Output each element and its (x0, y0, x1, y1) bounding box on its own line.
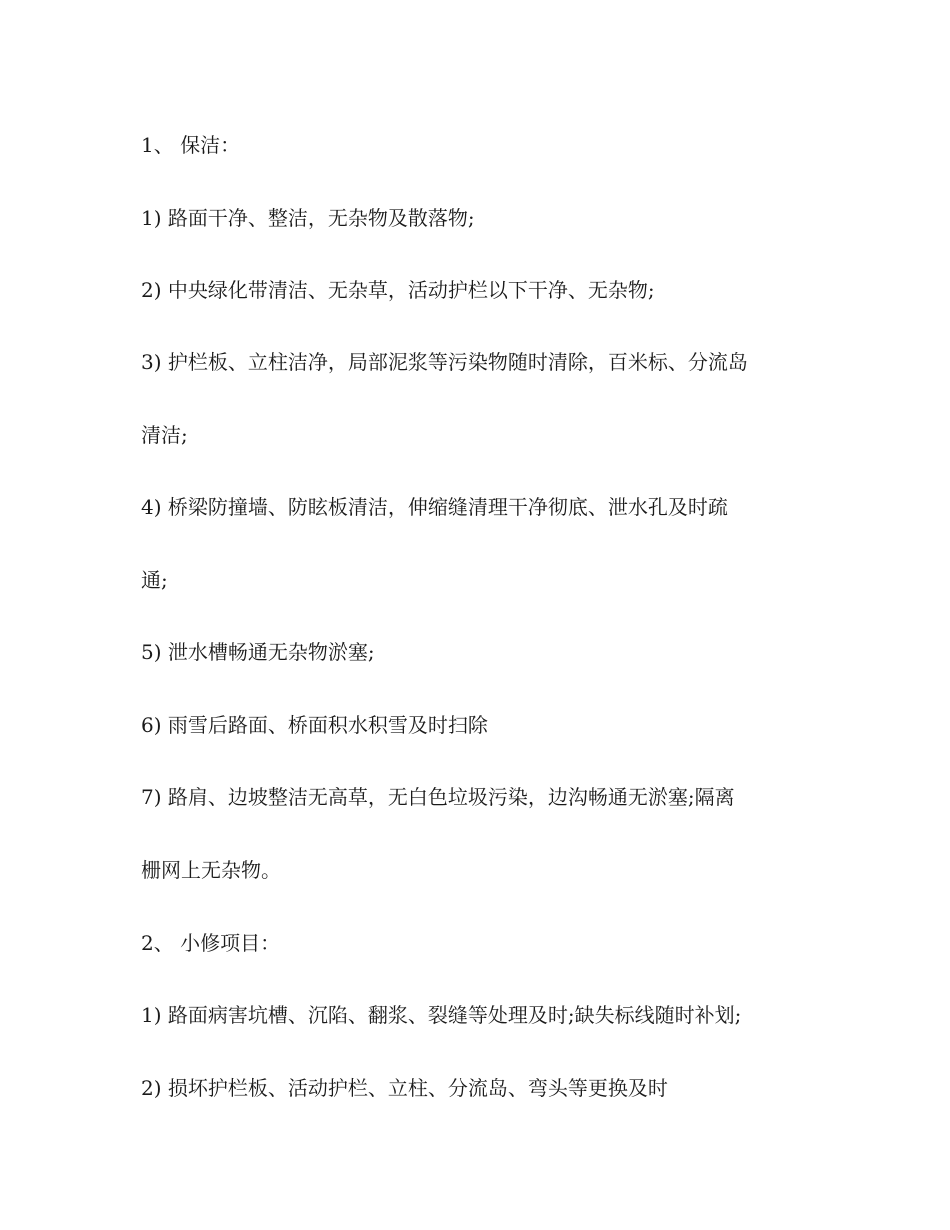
paragraph-line: 清洁; (141, 423, 188, 447)
section-heading-minor-repair: 2、 小修项目： (141, 931, 281, 955)
paragraph-line: 4) 桥梁防撞墙、防眩板清洁，伸缩缝清理干净彻底、泄水孔及时疏 (141, 495, 728, 519)
paragraph-line: 5) 泄水槽畅通无杂物淤塞; (141, 640, 375, 664)
paragraph-line: 7) 路肩、边坡整洁无高草，无白色垃圾污染，边沟畅通无淤塞;隔离 (141, 785, 735, 809)
paragraph-line: 6) 雨雪后路面、桥面积水积雪及时扫除 (141, 713, 488, 737)
paragraph-line: 3) 护栏板、立柱洁净，局部泥浆等污染物随时清除，百米标、分流岛 (141, 350, 748, 374)
paragraph-line: 2) 中央绿化带清洁、无杂草，活动护栏以下干净、无杂物; (141, 278, 655, 302)
section-heading-cleaning: 1、 保洁： (141, 133, 241, 157)
paragraph-line: 1) 路面干净、整洁，无杂物及散落物; (141, 206, 475, 230)
paragraph-line: 栅网上无杂物。 (141, 858, 281, 882)
paragraph-line: 1) 路面病害坑槽、沉陷、翻浆、裂缝等处理及时;缺失标线随时补划; (141, 1003, 742, 1027)
paragraph-line: 2) 损坏护栏板、活动护栏、立柱、分流岛、弯头等更换及时 (141, 1076, 668, 1100)
paragraph-line: 通; (141, 568, 168, 592)
